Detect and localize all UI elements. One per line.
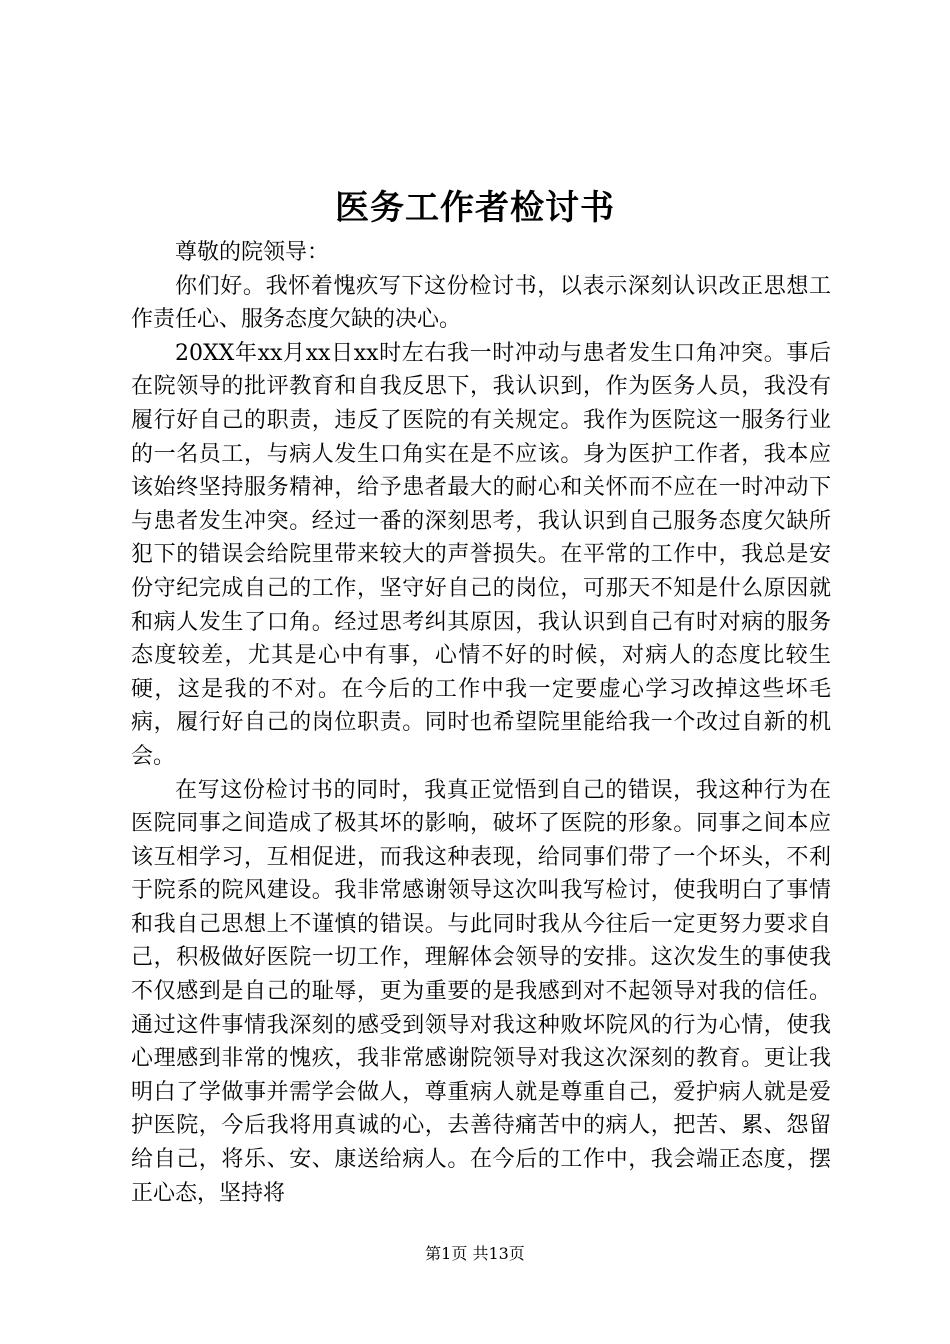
document-title: 医务工作者检讨书 (335, 188, 615, 228)
document-body (131, 236, 831, 1210)
salutation: 尊敬的院领导： (175, 240, 330, 265)
body-paragraph: 20XX年xx月xx日xx时左右我一时冲动与患者发生口角冲突。事后在院领导的批评教育和自我反思下，我认识到，作为医务人员，我没有履行好自己的职责，违反了医院的有关规定。我作为医院这一服务行业的一名员工，与病人发生口角实在是不应该。身为医护工作者，我本应该始终坚持服务精神，给予患者最大的耐心和关怀而不应在一时冲动下与患者发生冲突。经过一番的深刻思考，我认识到自己服务态度欠缺所犯下的错误会给院里带来较大的声誉损失。在平常的工作中，我总是安份守纪完成自己的工作，坚守好自己的岗位，可那天不知是什么原因就和病人发生了口角。经过思考纠其原因，我认识到自己有时对病的服务态度较差，尤其是心中有事，心情不好的时候，对病人的态度比较生硬，这是我的不对。在今后的工作中我一定要虚心学习改掉这些坏毛病，履行好自己的岗位职责。同时也希望院里能给我一个改过自新的机会。 (131, 340, 831, 769)
body-paragraph: 在写这份检讨书的同时，我真正觉悟到自己的错误，我这种行为在医院同事之间造成了极其坏的影响，破坏了医院的形象。同事之间本应该互相学习，互相促进，而我这种表现，给同事们带了一个坏头，不利于院系的院风建设。我非常感谢领导这次叫我写检讨，使我明白了事情和我自己思想上不谨慎的错误。与此同时我从今往后一定更努力要求自己，积极做好医院一切工作，理解体会领导的安排。这次发生的事使我不仅感到是自己的耻辱，更为重要的是我感到对不起领导对我的信任。通过这件事情我深刻的感受到领导对我这种败坏院风的行为心情，使我心理感到非常的愧疚，我非常感谢院领导对我这次深刻的教育。更让我明白了学做事并需学会做人，尊重病人就是尊重自己，爱护病人就是爱护医院，今后我将用真诚的心，去善待痛苦中的病人，把苦、累、怨留给自己，将乐、安、康送给病人。在今后的工作中，我会端正态度，摆正心态，坚持将 (131, 777, 831, 1206)
body-paragraph: 你们好。我怀着愧疚写下这份检讨书，以表示深刻认识改正思想工作责任心、服务态度欠缺的决心。 (131, 273, 831, 333)
page-number-footer: 第1页 共13页 (425, 1244, 525, 1263)
